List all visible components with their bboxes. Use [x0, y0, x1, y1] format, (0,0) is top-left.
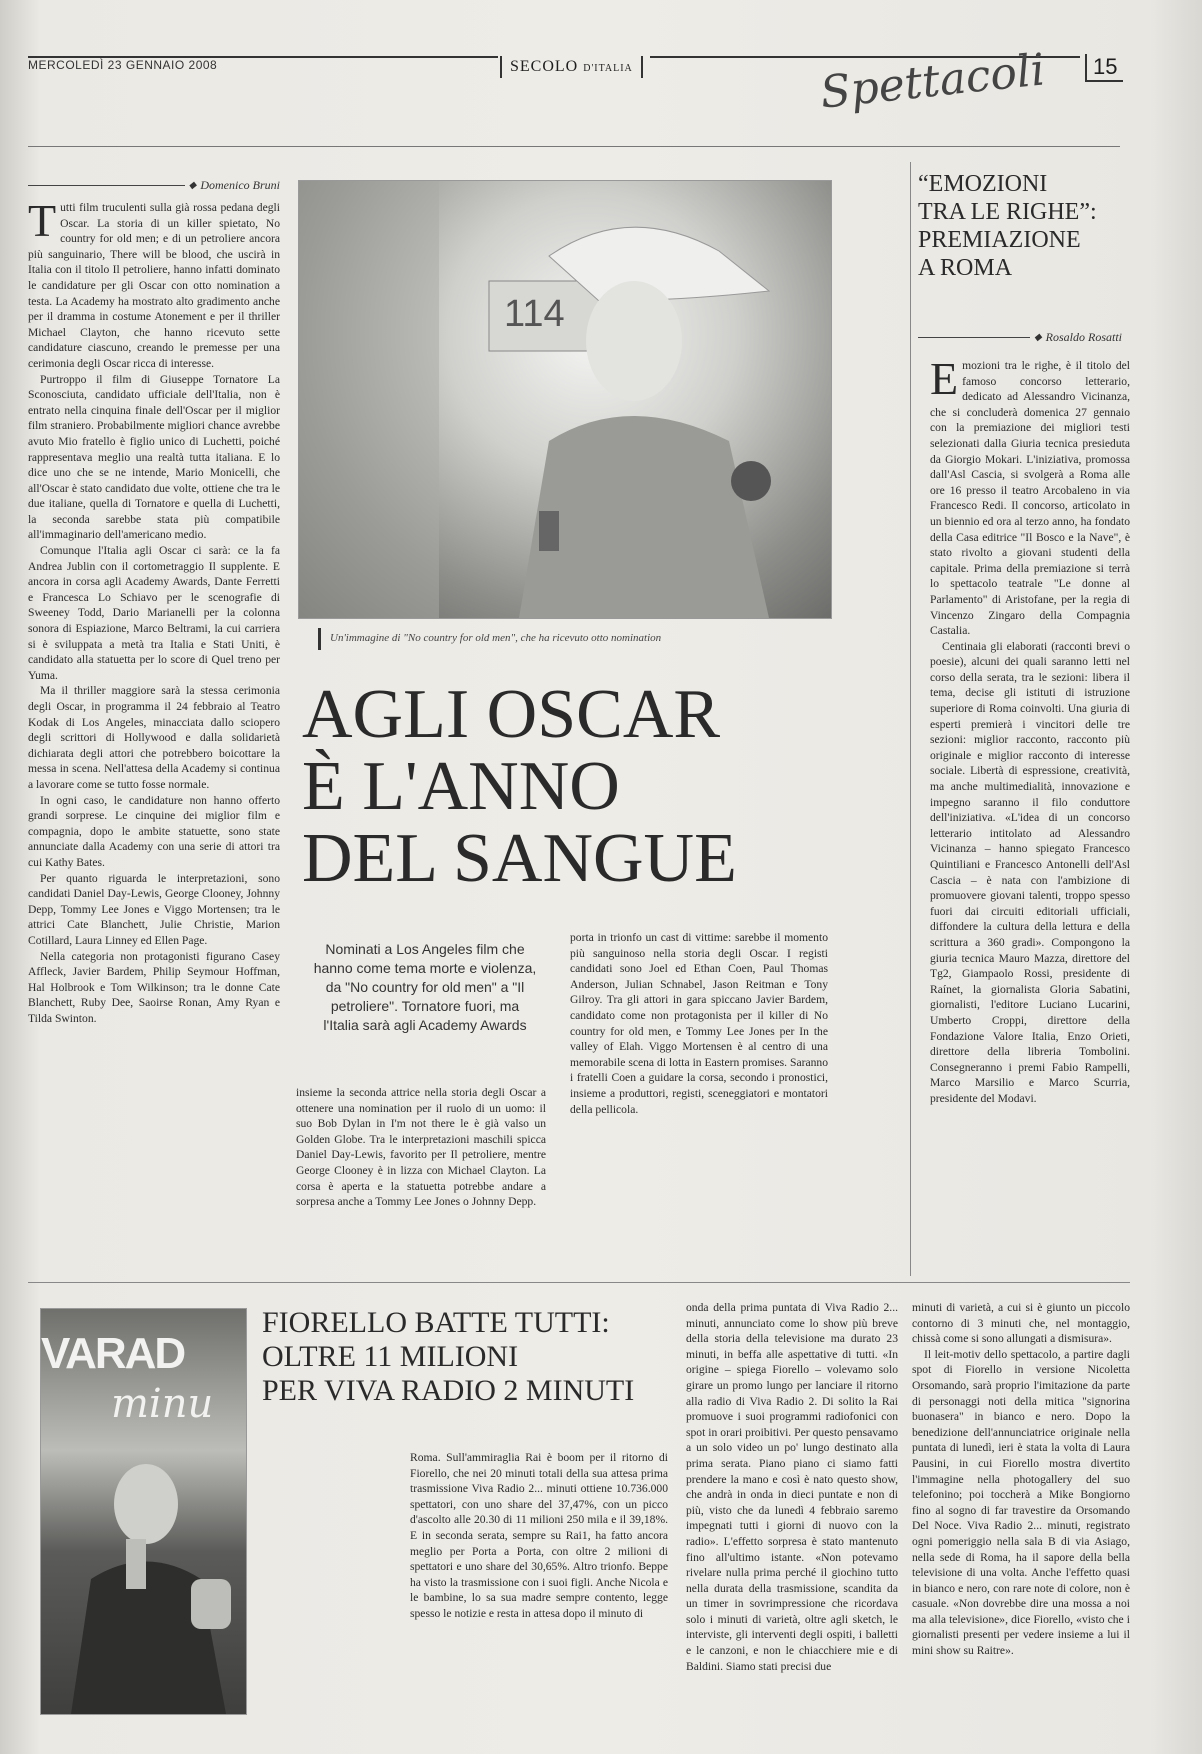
- fiorello-paragraph: onda della prima puntata di Viva Radio 2... minuti, annunciato come lo show più breve della storia della televisione ma durato 23 minuti, in beffa alle aspettative di tutti. «In origine – spiega Fiorello – volevamo solo girare un promo lungo per lanciare il ritorno alla radio di Viva Radio 2. Di solito la Rai promuove i suoi programmi radiofonici con spot in orari proibitivi. Per questo pensavamo a un solo video un po' lungo destinato alla prima serata. Piano piano ci siamo fatti prendere la mano e così è nato questo show, che andrà in onda in dieci puntate e non di più, visto che da lunedì 4 febbraio saremo impegnati tutti i giorni di nuovo con la radio». L'effetto sorpresa è stato mantenuto fino all'ultimo istante. «Non potevamo rivelare nulla prima perché il giochino tutto nella durata della trasmissione, scandita da un timer in sovrimpressione che ricordava solo i minuti di varietà, oltre agli sketch, le interviste, gli interventi degli ospiti, i balletti e le canzoni, e non le chiacchiere mie e di Baldini. Siamo stati precisi due: [686, 1301, 898, 1673]
- side-article-body: [930, 358, 1130, 1270]
- main-paragraph: utti film truculenti sulla già rossa pedana degli Oscar. La storia di un killer spietato, No country for old men; e di un petroliere ancora più sanguinario, There will be blood, che uscirà in Italia con il titolo Il petroliere, hanno infatti dominato le candidature per gli Oscar con otto nomination a testa. La Academy ha mostrato alto gradimento anche per il dramma in costume Atonement e per il thriller Michael Clayton, che hanno ricevuto sette candidature ciascuno, creando le premesse per una cerimonia degli Oscar ricca di interesse.: [28, 201, 280, 370]
- main-article-column-1: [28, 200, 280, 1140]
- side-dropcap: E: [930, 358, 959, 404]
- main-byline: [28, 178, 280, 193]
- main-paragraph: Per quanto riguarda le interpretazioni, sono candidati Daniel Day-Lewis, George Clooney, Johnny Depp, Tommy Lee Jones e Viggo Mortensen; tra le attrici Cate Blanchett, Julie Christie, Marion Cotillard, Laura Linney ed Ellen Page.: [28, 871, 280, 947]
- diamond-icon: ◆: [1033, 332, 1042, 343]
- byline-rule: [28, 185, 185, 186]
- diamond-icon: ◆: [188, 180, 197, 191]
- side-headline-line: PREMIAZIONE: [918, 227, 1081, 253]
- photo-sign-text: VARAD: [41, 1329, 185, 1378]
- logo-main: SECOLO: [510, 58, 579, 75]
- logo-small: D'ITALIA: [583, 63, 633, 74]
- side-headline-line: “EMOZIONI: [918, 171, 1048, 197]
- fiorello-headline-line: FIORELLO BATTE TUTTI:: [262, 1306, 610, 1339]
- presenter-figure-icon: [41, 1309, 246, 1714]
- side-headline-line: A ROMA: [918, 255, 1013, 281]
- section-divider: [28, 1282, 1130, 1283]
- main-paragraph: Nella categoria non protagonisti figurano Casey Affleck, Javier Bardem, Philip Seymour Hoffman, Hal Holbrook e Tom Wilkinson; tra le donne Cate Blanchett, Ruby Dee, Saoirse Ronan, Amy Ryan e Tilda Swinton.: [28, 949, 280, 1025]
- side-byline: [918, 330, 1122, 345]
- side-author: Rosaldo Rosatti: [1045, 330, 1122, 344]
- headline-line: AGLI OSCAR: [302, 676, 721, 753]
- photo-sign-text-2: minu: [111, 1381, 214, 1427]
- main-paragraph: porta in trionfo un cast di vittime: sarebbe il momento più sanguinoso nella storia degli Oscar. I registi candidati sono Joel ed Ethan Coen, Paul Thomas Anderson, Julian Schnabel, Jason Reitman e Tony Gilroy. Tra gli attori in gara spiccano Javier Bardem, candidato come non protagonista per il killer di No country for old men, e Tommy Lee Jones per In the valley of Elah. Viggo Mortensen è al centro di una memorabile scena di lotta in Eastern promises. Saranno i fratelli Coen a guidare la corsa, secondo i pronostici, insieme a produttori, registi, sceneggiatori e montatori della pellicola.: [570, 931, 828, 1116]
- main-paragraph: insieme la seconda attrice nella storia degli Oscar a ottenere una nomination per il ruolo di un uomo: il suo Bob Dylan in I'm not there le è già valso un Golden Globe. Tra le interpretazioni maschili spicca Daniel Day-Lewis, favorito per Il petroliere, mentre George Clooney è in lizza con Michael Clayton. La corsa è aperta e la statuetta potrebbe andare a sorpresa anche a Tommy Lee Jones o Johnny Depp.: [296, 1086, 546, 1209]
- headline-line: È L'ANNO: [302, 748, 620, 825]
- fiorello-headline-line: PER VIVA RADIO 2 MINUTI: [262, 1374, 635, 1407]
- column-divider: [910, 162, 911, 1276]
- main-headline: [302, 676, 737, 897]
- door-number: 114: [504, 293, 565, 335]
- main-article-column-3: [570, 930, 828, 1275]
- fiorello-column-2: [686, 1300, 898, 1720]
- main-dropcap: T: [28, 200, 57, 246]
- main-paragraph: Purtroppo il film di Giuseppe Tornatore La Sconosciuta, candidato ufficiale dell'Italia, non è entrato nella cinquina finale dell'Oscar per il miglior film straniero. Probabilmente migliori chance avrebbe avuto Mio fratello è figlio unico di Luchetti, poiché rappresentava meglio una realtà tutta italiana. E lo dice uno che se ne intende, Mario Monicelli, che all'Oscar è stato candidato due volte, ottiene che tra le due italiane, quella di Tornatore e quella di Luchetti, la seconda sarebbe stata più compatibile all'immaginario dell'americano medio.: [28, 372, 280, 542]
- fiorello-photo: [40, 1308, 247, 1715]
- section-title: Spettacoli: [817, 44, 1048, 119]
- fiorello-paragraph: minuti di varietà, a cui si è giunto un piccolo contorno di 3 minuti che, nel montaggio, chissà come si sono allungati a dismisura».: [912, 1301, 1130, 1346]
- fiorello-headline-line: OLTRE 11 MILIONI: [262, 1340, 519, 1373]
- byline-rule: [918, 337, 1030, 338]
- main-author: Domenico Bruni: [200, 178, 280, 192]
- main-paragraph: Ma il thriller maggiore sarà la stessa cerimonia degli Oscar, in programma il 24 febbraio al Teatro Kodak di Los Angeles, minacciata dallo sciopero degli scrittori di Hollywood e dalla solidarietà dichiarata degli attori che potrebbero boicottare la messa in scena. Nell'attesa della Academy si continua a lavorare come se tutto fosse normale.: [28, 684, 280, 791]
- main-paragraph: In ogni caso, le candidature non hanno offerto grandi sorprese. Le cinquine dei miglior film e compagnia, dopo le ambite statuette, sono state annunciate dalla Academy con una serie di attori tra cui Kathy Bates.: [28, 793, 280, 869]
- main-paragraph: Comunque l'Italia agli Oscar ci sarà: ce la fa Andrea Jublin con il cortometraggio Il supplente. E ancora in corsa agli Academy Awards, Dante Ferretti e Francesca Lo Schiavo per le scenografie di Sweeney Todd, Dario Marianelli per la colonna sonora di Espiazione, Marco Beltrami, la cui carriera si è sviluppata a metà tra Italia e Stati Uniti, è candidato alla statuetta per lo score di Quel treno per Yuma.: [28, 544, 280, 682]
- caption-bar: [318, 628, 321, 650]
- main-photo: [298, 180, 832, 619]
- main-deck: Nominati a Los Angeles film che hanno come tema morte e violenza, da "No country for old men" a "Il petroliere". Tornatore fuori, ma l'Italia sarà agli Academy Awards: [313, 941, 537, 1033]
- side-headline-line: TRA LE RIGHE”:: [918, 199, 1097, 225]
- fiorello-column-1: [410, 1450, 668, 1720]
- headline-line: DEL SANGUE: [302, 820, 737, 897]
- side-paragraph: Centinaia gli elaborati (racconti brevi o poesie), alcuni dei quali saranno letti nel corso della serata, tra le sezioni: libera il tema, decise gli istituti di istruzione superiore di Roma coinvolti. Una giuria di esperti premierà i vincitori delle tre sezioni: miglior racconto, racconto più originale e miglior racconto di interesse sociale. Libertà di espressione, creatività, ma anche multimedialità, innovazione e impegno saranno il filo conduttore dell'iniziativa. «L'idea di un concorso letterario intitolato ad Alessandro Vicinanza – hanno spiegato Francesco Quintiliani e Francesco Antonelli dell'Asl Cascia – è nata con l'ambizione di promuovere giovani talenti, troppo spesso fuori dai circuiti editoriali ufficiali, diffondere la cultura della lettura e della scrittura a 360 gradi». Compongono la giuria tecnica Mauro Mazza, direttore del Tg2, Giampaolo Rossi, presidente di Raínet, la giornalista Gloria Sabatini, giornalisti, l'editore Luciano Lucarini, Umberto Croppi, direttore della Fondazione Valore Italia, Enzo Orieti, direttore della libreria Tombolini. Consegneranno i premi Fabio Rampelli, Marco Marsilio e Marco Scurria, presidente del Modavi.: [930, 639, 1130, 1105]
- newspaper-logo: [500, 56, 643, 78]
- fiorello-column-3: [912, 1300, 1130, 1720]
- header-divider: [28, 146, 1120, 147]
- sheriff-figure-icon: [299, 181, 831, 618]
- page-number: 15: [1085, 54, 1123, 82]
- side-headline: [918, 170, 1128, 282]
- issue-date: MERCOLEDÌ 23 GENNAIO 2008: [28, 58, 218, 72]
- main-article-column-2: [296, 1085, 546, 1275]
- fiorello-headline: [262, 1306, 634, 1408]
- fiorello-paragraph: Il leit-motiv dello spettacolo, a partire dagli spot di Fiorello in versione Nicoletta Orsomando, sarà proprio l'imitazione da parte di personaggi noti della mitica "signorina buonasera" in bianco e nero. Dopo la benedizione dell'annunciatrice originale nella puntata di lunedì, ieri è stata la volta di Laura Pausini, in cui Fiorello mostra divertito l'immagine nella photogallery del suo telefonino; poi toccherà a Mike Bongiorno fino al sogno di far travestire da Orsomando Del Noce. Viva Radio 2... minuti, registrato ogni pomeriggio nella sala B di via Asiago, nella sede di Roma, ha il sapore della bella televisione di una volta. Anche l'effetto quasi in bianco e nero, con rare note di colore, non è casuale. «Non dovrebbe dire una mossa a noi ma alla televisione», dice Fiorello, «visto che i giornalisti presenti per vedere insieme a lui il mini show su Raitre».: [912, 1347, 1130, 1658]
- fiorello-paragraph: Roma. Sull'ammiraglia Rai è boom per il ritorno di Fiorello, che nei 20 minuti totali della sua attesa prima trasmissione Viva Radio 2... minuti ottiene 10.736.000 spettatori, con uno share del 37,47%, con un picco d'ascolto alle 20.30 di 11 milioni 250 mila e il 39,18%. E in seconda serata, sempre su Rai1, ha fatto ancora meglio per Porta a Porta, con oltre 2 milioni di spettatori e uno share del 30,65%. Altro trionfo. Beppe ha visto la trasmissione con i suoi figli. Anche Nicola e le bambine, lo sa sua madre sempre contento, legge spesso le notizie e resta in attesa dopo il minuto di: [410, 1451, 668, 1620]
- photo-caption: Un'immagine di "No country for old men", che ha ricevuto otto nomination: [330, 632, 662, 644]
- side-paragraph: mozioni tra le righe, è il titolo del famoso concorso letterario, dedicato ad Alessandro Vicinanza, che si concluderà domenica 27 gennaio con la premiazione dei migliori testi selezionati dalla Giuria tecnica presieduta da Giorgio Mokari. L'iniziativa, promossa dall'Asl Cascia, si svolgerà a Roma alle ore 16 presso il teatro Arcobaleno in via Francesco Redi. Il concorso, articolato in un biennio ed ora al terzo anno, ha fondato della Casa editrice "Il Bosco e la Nave", è stato rivolto a giovani studenti della capitale. Prima della premiazione si terrà lo spettacolo teatrale "Le donne al Parlamento" di Aristofane, per la regia di Vincenzo Zingaro della Compagnia Castalia.: [930, 359, 1130, 638]
